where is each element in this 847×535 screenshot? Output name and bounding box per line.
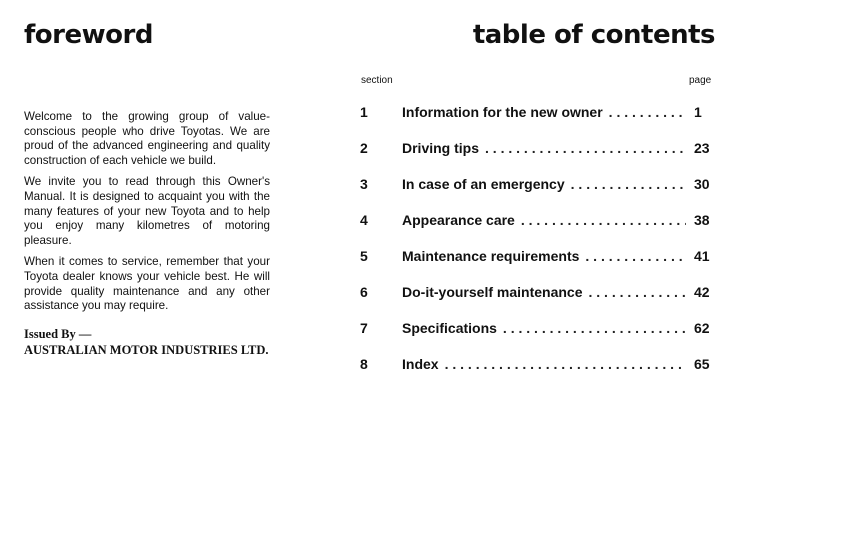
foreword-body xyxy=(24,110,270,321)
toc-page-number: 62 xyxy=(694,320,710,336)
section-column-header: section xyxy=(361,75,393,86)
toc-entry-specifications[interactable] xyxy=(360,320,716,356)
toc-section-number: 6 xyxy=(360,284,368,300)
dot-leader xyxy=(445,356,686,372)
toc-section-number: 8 xyxy=(360,356,368,372)
toc-section-number: 3 xyxy=(360,176,368,192)
dot-leader xyxy=(503,320,686,336)
dot-leader xyxy=(521,212,686,228)
toc-entry-do-it-yourself-maintenance[interactable] xyxy=(360,284,716,320)
toc-page-number: 23 xyxy=(694,140,710,156)
toc-entry-title: Specifications xyxy=(402,320,497,336)
toc-entry-title: Index xyxy=(402,356,439,372)
foreword-paragraph: Welcome to the growing group of value-conscious people who drive Toyotas. We are proud of the advanced engineering and quality construction of each vehicle we build. xyxy=(24,110,270,167)
dot-leader xyxy=(588,284,686,300)
issuer-name: AUSTRALIAN MOTOR INDUSTRIES LTD. xyxy=(24,343,269,357)
toc-section-number: 2 xyxy=(360,140,368,156)
toc-entry-maintenance-requirements[interactable] xyxy=(360,248,716,284)
toc-entry-title: Driving tips xyxy=(402,140,480,156)
foreword-paragraph: We invite you to read through this Owner's Manual. It is designed to acquaint you with the many features of your new Toyota and to help you enjoy many kilometres of motoring pleasure. xyxy=(24,175,270,247)
toc-entry-index[interactable] xyxy=(360,356,716,392)
toc-entry-information-for-new-owner[interactable] xyxy=(360,104,716,140)
toc-list xyxy=(360,104,716,392)
toc-section-number: 5 xyxy=(360,248,368,264)
toc-entry-title: Appearance care xyxy=(402,212,515,228)
issued-by-label: Issued By — xyxy=(24,327,92,341)
toc-page-number: 1 xyxy=(694,104,702,120)
dot-leader xyxy=(585,248,686,264)
toc-page-number: 38 xyxy=(694,212,710,228)
dot-leader xyxy=(609,104,686,120)
toc-page-number: 42 xyxy=(694,284,710,300)
toc-entry-driving-tips[interactable] xyxy=(360,140,716,176)
toc-section-number: 1 xyxy=(360,104,368,120)
toc-entry-appearance-care[interactable] xyxy=(360,212,716,248)
toc-title: table of contents xyxy=(472,20,715,50)
dot-leader xyxy=(485,140,686,156)
dot-leader xyxy=(571,176,686,192)
toc-entry-in-case-of-emergency[interactable] xyxy=(360,176,716,212)
foreword-paragraph: When it comes to service, remember that your Toyota dealer knows your vehicle best. He will provide quality maintenance and any other assistance you may require. xyxy=(24,255,270,313)
foreword-title: foreword xyxy=(24,20,153,50)
toc-entry-title: In case of an emergency xyxy=(402,176,565,192)
toc-section-number: 7 xyxy=(360,320,368,336)
issuer-block xyxy=(24,326,269,358)
toc-section-number: 4 xyxy=(360,212,368,228)
toc-page-number: 30 xyxy=(694,176,710,192)
toc-entry-title: Information for the new owner xyxy=(402,104,603,120)
toc-entry-title: Do-it-yourself maintenance xyxy=(402,284,583,300)
toc-page-number: 65 xyxy=(694,356,710,372)
toc-page-number: 41 xyxy=(694,248,710,264)
toc-entry-title: Maintenance requirements xyxy=(402,248,580,264)
page-column-header: page xyxy=(689,75,712,86)
